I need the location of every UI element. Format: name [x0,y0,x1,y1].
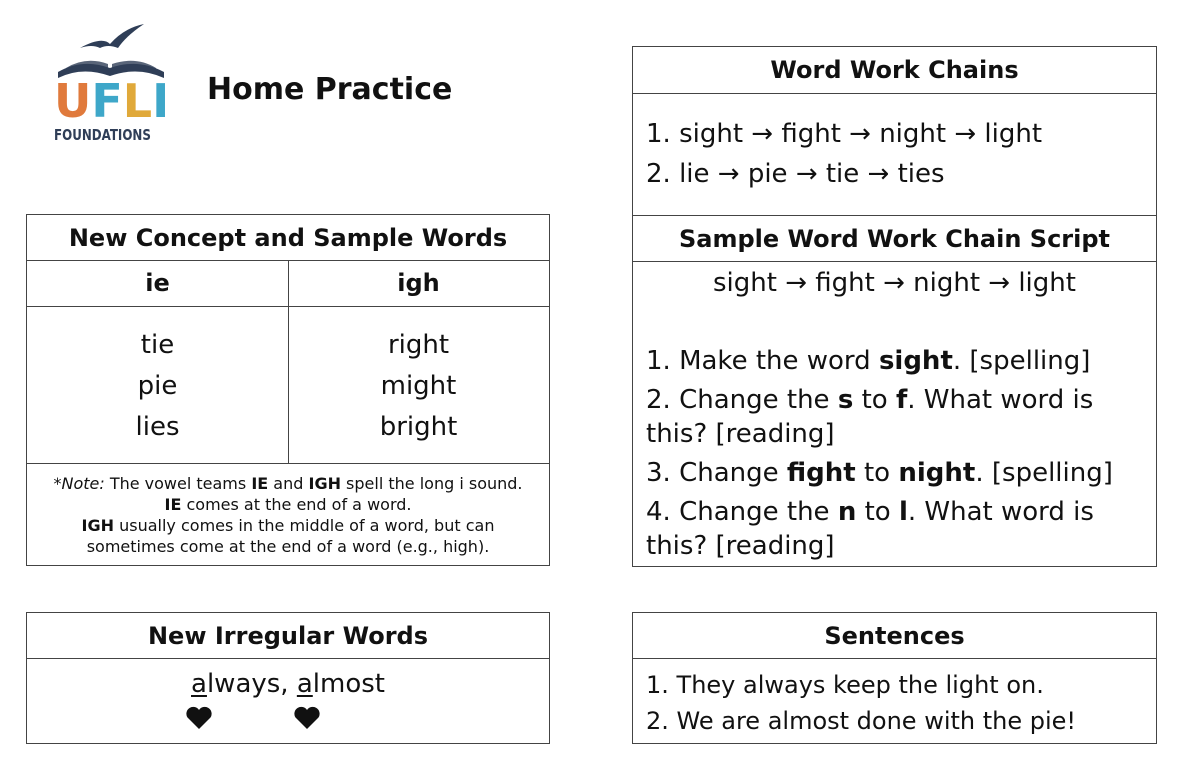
script-step-1: 1. Make the word sight. [spelling] [646,346,1091,376]
chain-script-box [632,215,1157,567]
chains-header: Word Work Chains [633,47,1156,94]
irregular-words-box [26,612,550,744]
chain-line-2: 2. lie → pie → tie → ties [646,159,945,189]
irregular-word-list: always, almost [191,669,385,699]
sentence-2: 2. We are almost done with the pie! [646,707,1077,735]
sentence-1: 1. They always keep the light on. [646,671,1044,699]
note-line-2: IE comes at the end of a word. [164,495,412,514]
irregular-header: New Irregular Words [27,613,549,659]
sample-word: lies [135,412,180,442]
note-line-1: *Note: The vowel teams IE and IGH spell the long i sound. [53,474,523,493]
sample-word: might [380,371,457,401]
column-header-igh: igh [397,269,440,297]
logo-letter-f: F [91,74,123,128]
script-chain: sight → fight → night → light [713,268,1076,298]
concept-note [27,463,549,565]
igh-word-list [288,307,549,463]
logo-letter-i: I [152,74,170,128]
book-bird-icon [52,22,170,82]
column-header-ie: ie [145,269,170,297]
note-line-4: sometimes come at the end of a word (e.g., high). [86,537,490,556]
sample-word: bright [379,412,458,442]
script-step-4: 4. Change the n to l. What word is this? [reading] [646,497,1094,561]
note-line-3: IGH usually comes in the middle of a word, but can [81,516,495,535]
ie-word-list [27,307,288,463]
ufli-logo [52,22,170,146]
heart-icon [293,706,321,730]
concept-header: New Concept and Sample Words [27,215,549,261]
sentences-box [632,612,1157,744]
script-header: Sample Word Work Chain Script [633,216,1156,262]
logo-subtitle: FOUNDATIONS [54,126,151,144]
script-step-2: 2. Change the s to f. What word is this? [reading] [646,385,1094,449]
sentences-header: Sentences [633,613,1156,659]
logo-letter-l: L [122,74,153,128]
logo-letters [54,74,170,128]
sample-word: tie [140,330,175,360]
script-step-3: 3. Change fight to night. [spelling] [646,458,1113,488]
chain-line-1: 1. sight → fight → night → light [646,119,1043,149]
heart-icon [185,706,213,730]
sample-word: right [387,330,450,360]
logo-letter-u: U [54,74,92,128]
page-title: Home Practice [207,72,453,107]
word-work-chains-box [632,46,1157,216]
concept-table [26,214,550,566]
sample-word: pie [137,371,178,401]
